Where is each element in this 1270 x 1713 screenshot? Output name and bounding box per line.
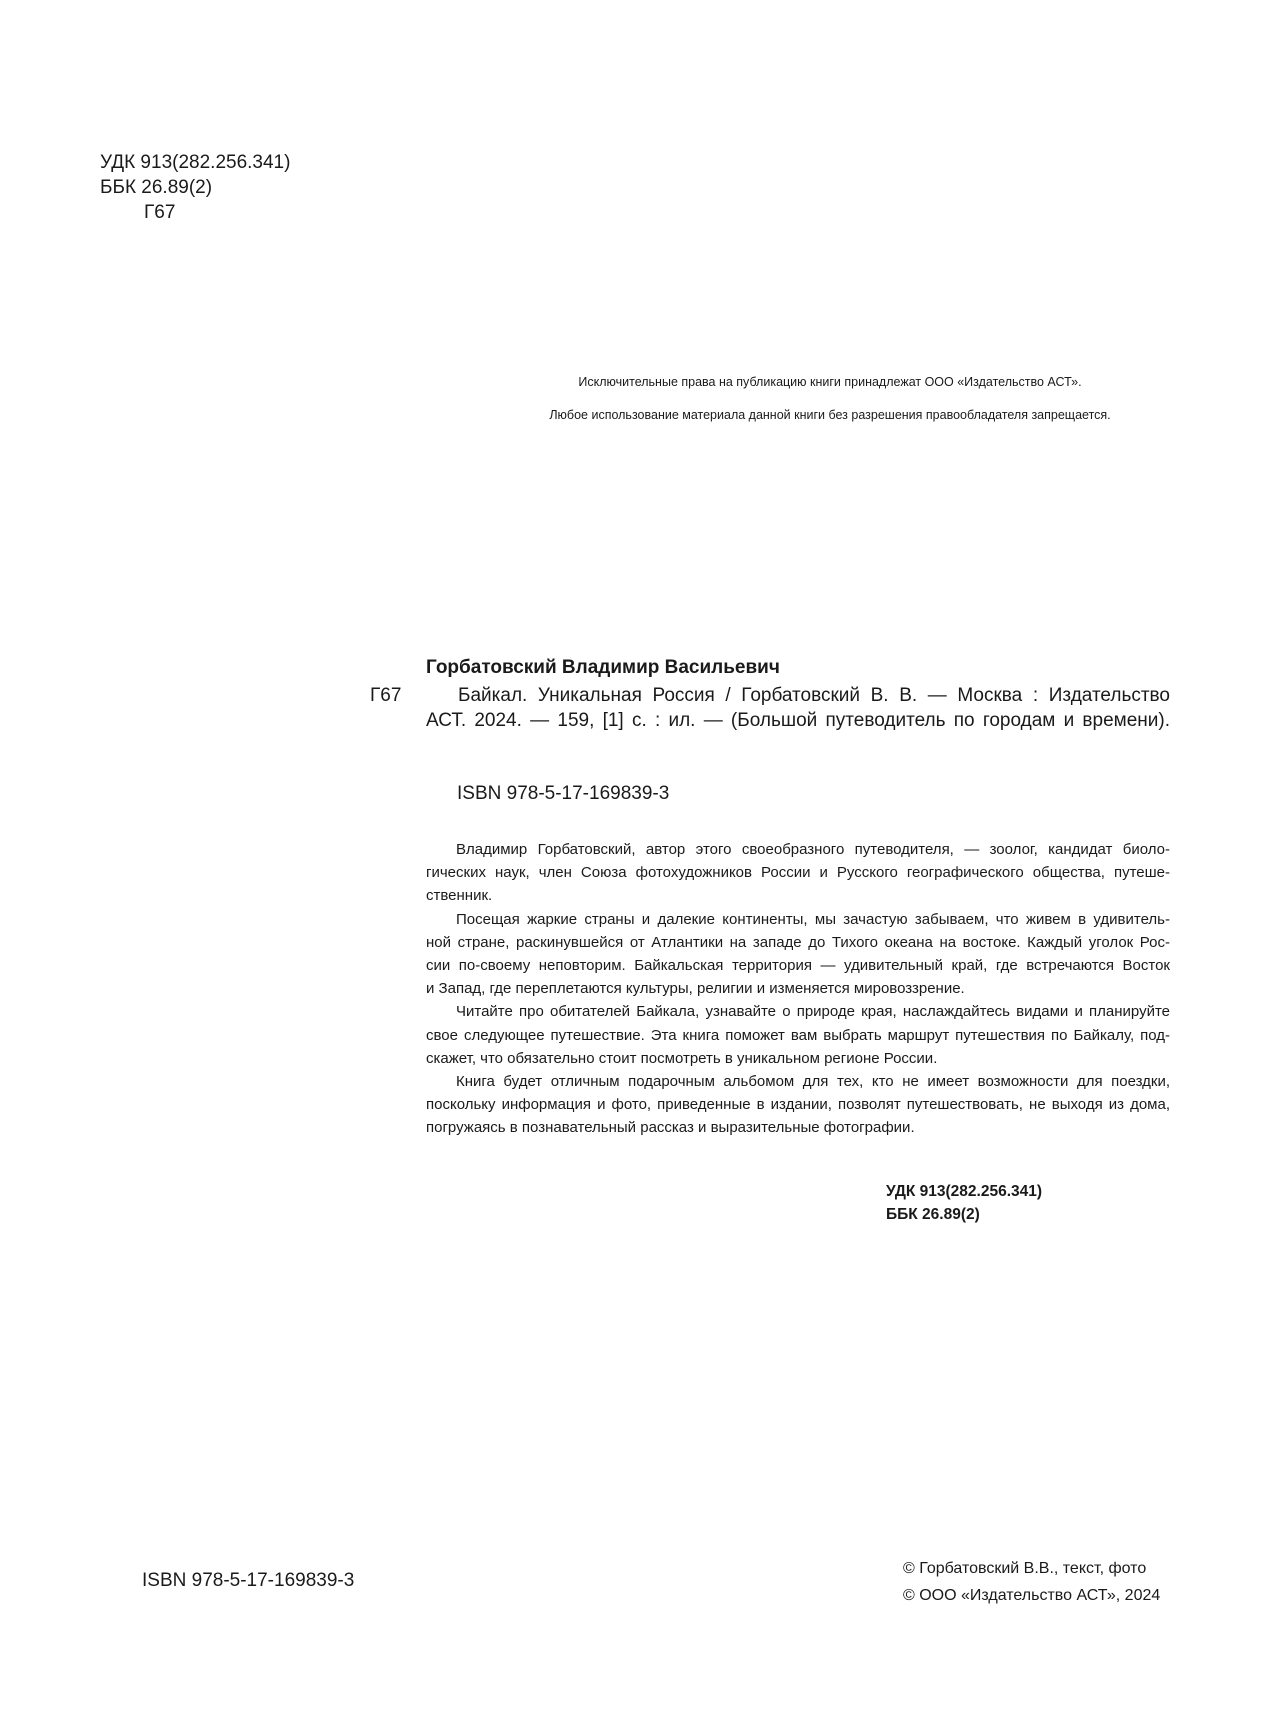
bbk-code-top: ББК 26.89(2) bbox=[100, 177, 213, 198]
annotation-p2-line-1: Посещая жаркие страны и далекие континенты, мы зачастую забываем, что живем в удивитель- bbox=[456, 910, 1170, 928]
rights-notice bbox=[460, 374, 1200, 423]
description-line-2: АСТ. 2024. — 159, [1] с. : ил. — (Большой путеводитель по городам и времени). bbox=[426, 710, 1170, 731]
copyright-author: © Горбатовский В.В., текст, фото bbox=[903, 1560, 1147, 1577]
top-codes bbox=[100, 150, 360, 225]
annotation-p3-line-3: скажет, что обязательно стоит посмотреть в уникальном регионе России. bbox=[426, 1049, 938, 1067]
annotation bbox=[426, 838, 1170, 1140]
copyright-publisher: © ООО «Издательство АСТ», 2024 bbox=[903, 1587, 1161, 1604]
classification-codes bbox=[886, 1180, 1042, 1226]
annotation-p2-line-3: сии по-своему неповторим. Байкальская территория — удивительный край, где встречаются Восток bbox=[426, 957, 1170, 975]
annotation-p1-line-3: ственник. bbox=[426, 887, 493, 905]
annotation-p3-line-2: свое следующее путешествие. Эта книга поможет вам выбрать маршрут путешествия по Байкалу, под- bbox=[426, 1026, 1170, 1044]
udk-code: УДК 913(282.256.341) bbox=[886, 1183, 1043, 1200]
udk-code-top: УДК 913(282.256.341) bbox=[100, 152, 291, 173]
annotation-p3-line-1: Читайте про обитателей Байкала, узнавайте о природе края, наслаждайтесь видами и планируйте bbox=[456, 1003, 1170, 1021]
annotation-p2-line-2: ной стране, раскинувшейся от Атлантики на западе до Тихого океана на востоке. Каждый уголок Рос- bbox=[426, 933, 1170, 951]
copyright-block bbox=[903, 1555, 1160, 1609]
annotation-p2-line-4: и Запад, где переплетаются культуры, религии и изменяется мировоззрение. bbox=[426, 980, 965, 998]
description-line-1: Байкал. Уникальная Россия / Горбатовский В. В. — Москва : Издательство bbox=[458, 685, 1170, 706]
annotation-p4-line-2: поскольку информация и фото, приведенные в издании, позволят путешествовать, не выходя из дома, bbox=[426, 1096, 1170, 1114]
annotation-p1-line-1: Владимир Горбатовский, автор этого своеобразного путеводителя, — зоолог, кандидат биоло- bbox=[456, 841, 1170, 858]
rights-notice-line-2: Любое использование материала данной книги без разрешения правообладателя запрещается. bbox=[549, 408, 1111, 422]
author-heading: Горбатовский Владимир Васильевич bbox=[426, 657, 780, 678]
rights-notice-line-1: Исключительные права на публикацию книги принадлежат ООО «Издательство АСТ». bbox=[578, 375, 1082, 389]
bibliographic-description bbox=[426, 683, 1170, 733]
annotation-p4-line-1: Книга будет отличным подарочным альбомом для тех, кто не имеет возможности для поездки, bbox=[456, 1073, 1170, 1091]
author-mark: Г67 bbox=[370, 685, 402, 706]
annotation-p4-line-3: погружаясь в познавательный рассказ и выразительные фотографии. bbox=[426, 1119, 915, 1137]
annotation-p1-line-2: гических наук, член Союза фотохудожников России и Русского географического общества, путеше- bbox=[426, 864, 1170, 882]
author-mark-top: Г67 bbox=[144, 202, 176, 223]
bbk-code: ББК 26.89(2) bbox=[886, 1206, 980, 1223]
isbn-record: ISBN 978-5-17-169839-3 bbox=[457, 783, 670, 804]
footer-isbn: ISBN 978-5-17-169839-3 bbox=[142, 1570, 355, 1591]
